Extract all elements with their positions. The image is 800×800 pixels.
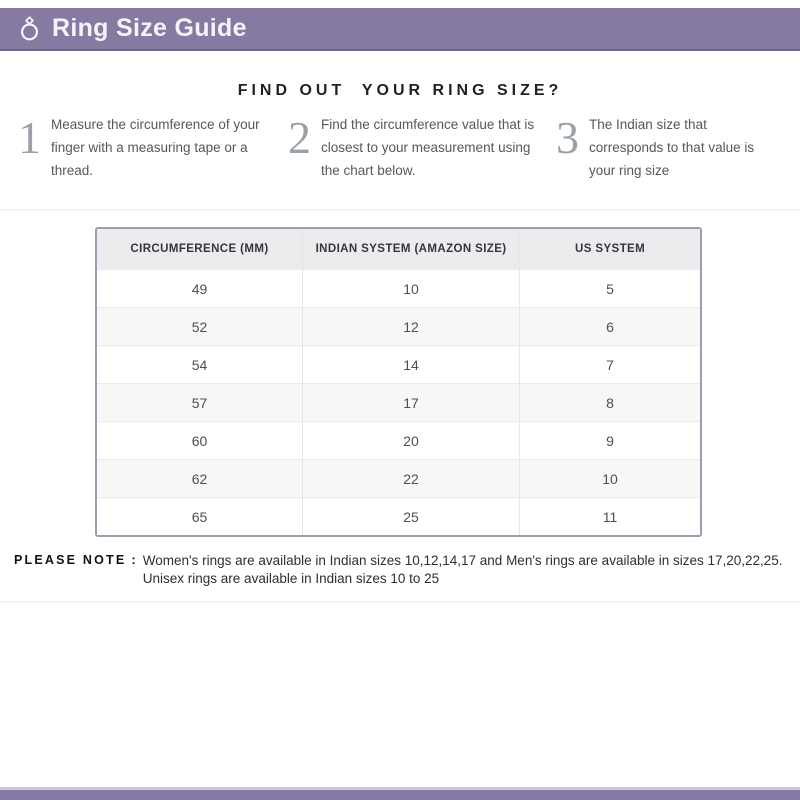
cell-us-size: 7 <box>519 345 700 383</box>
cell-indian-size: 22 <box>302 459 519 497</box>
step-3-number: 3 <box>556 112 579 163</box>
cell-us-size: 5 <box>519 269 700 307</box>
note-colon: : <box>131 552 136 567</box>
header-bar <box>0 8 800 51</box>
note-label: PLEASE NOTE <box>14 553 127 567</box>
column-header-indian-system: INDIAN SYSTEM (AMAZON SIZE) <box>302 229 519 269</box>
cell-us-size: 11 <box>519 497 700 535</box>
step-2 <box>288 114 556 183</box>
cell-us-size: 8 <box>519 383 700 421</box>
table-header-row <box>97 229 700 269</box>
cell-indian-size: 10 <box>302 269 519 307</box>
separator-above-table <box>0 209 800 211</box>
cell-indian-size: 20 <box>302 421 519 459</box>
ring-size-table-container <box>95 227 702 537</box>
cell-circumference: 57 <box>97 383 302 421</box>
step-2-number: 2 <box>288 112 311 163</box>
table-row <box>97 345 700 383</box>
cell-circumference: 62 <box>97 459 302 497</box>
ring-size-table <box>95 227 702 537</box>
column-header-us-system: US SYSTEM <box>519 229 700 269</box>
cell-us-size: 6 <box>519 307 700 345</box>
table-row <box>97 383 700 421</box>
table-row <box>97 459 700 497</box>
cell-circumference: 60 <box>97 421 302 459</box>
please-note-section <box>14 552 794 588</box>
cell-circumference: 49 <box>97 269 302 307</box>
note-line-1: Women's rings are available in Indian sizes 10,12,14,17 and Men's rings are available in sizes 17,20,22,25. <box>142 553 783 568</box>
steps-row <box>18 114 790 183</box>
table-row <box>97 497 700 535</box>
note-line-2: Unisex rings are available in Indian sizes 10 to 25 <box>142 571 440 587</box>
cell-circumference: 65 <box>97 497 302 535</box>
table-row <box>97 269 700 307</box>
cell-indian-size: 14 <box>302 345 519 383</box>
step-3-text: The Indian size that corresponds to that value is your ring size <box>589 117 755 178</box>
cell-indian-size: 25 <box>302 497 519 535</box>
cell-circumference: 52 <box>97 307 302 345</box>
separator-below-note <box>0 601 800 603</box>
step-1-number: 1 <box>18 112 41 163</box>
cell-circumference: 54 <box>97 345 302 383</box>
step-3 <box>556 114 790 183</box>
column-header-circumference: CIRCUMFERENCE (MM) <box>97 229 302 269</box>
step-2-text: Find the circumference value that is closest to your measurement using the chart below. <box>321 117 535 178</box>
cell-us-size: 10 <box>519 459 700 497</box>
cell-us-size: 9 <box>519 421 700 459</box>
note-text <box>143 552 783 588</box>
table-row <box>97 421 700 459</box>
step-1 <box>18 114 288 183</box>
ring-icon <box>16 15 43 42</box>
step-1-text: Measure the circumference of your finger with a measuring tape or a thread. <box>51 117 260 178</box>
page-title: Ring Size Guide <box>52 14 247 42</box>
footer-strip-dark <box>0 790 800 800</box>
cell-indian-size: 17 <box>302 383 519 421</box>
cell-indian-size: 12 <box>302 307 519 345</box>
table-row <box>97 307 700 345</box>
section-heading: FIND OUT YOUR RING SIZE? <box>237 82 563 99</box>
